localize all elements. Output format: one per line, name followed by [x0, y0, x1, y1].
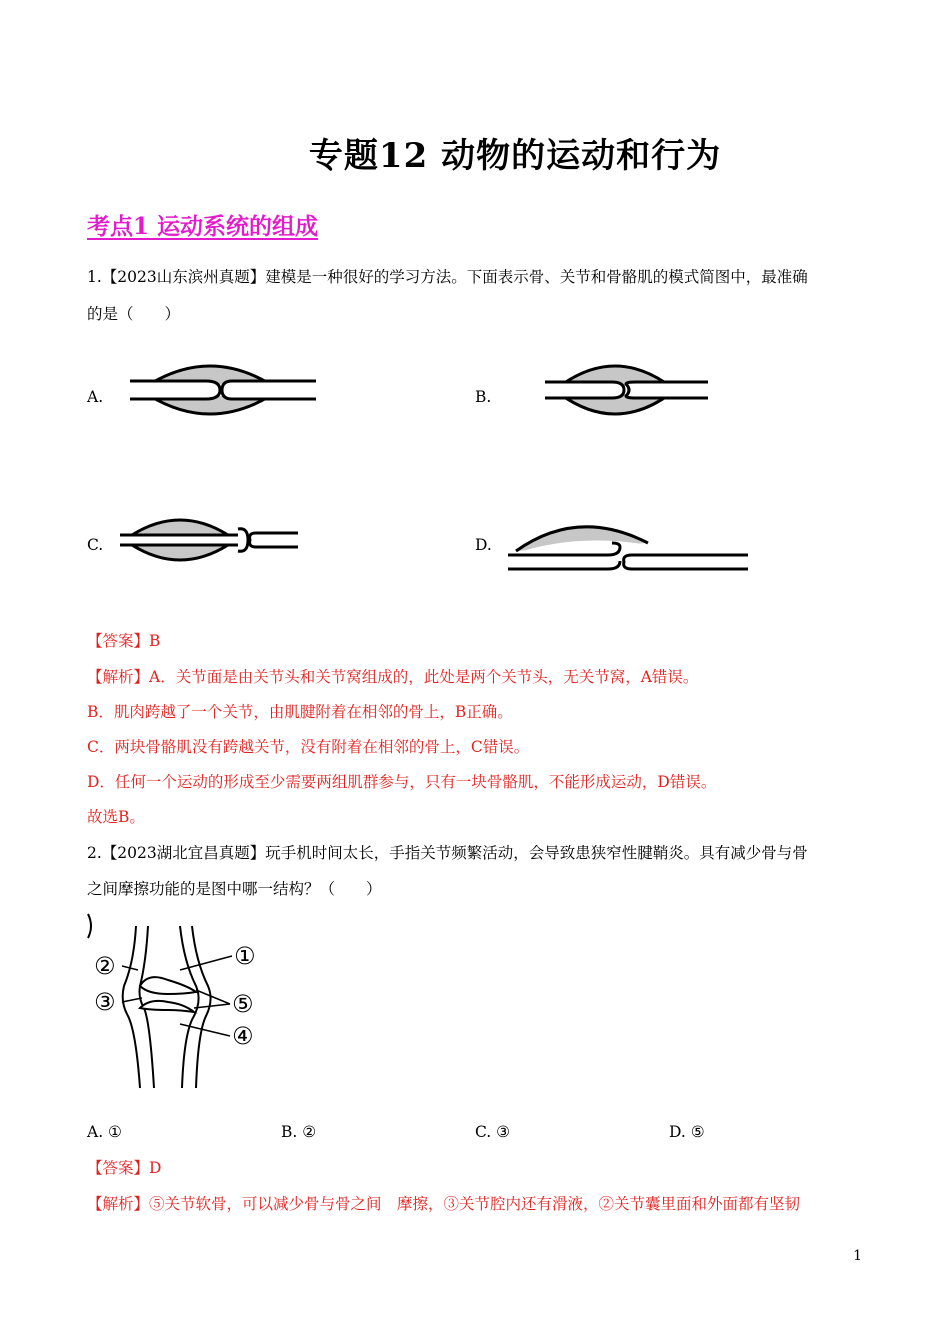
- q1-analysis-line3: C．两块骨骼肌没有跨越关节，没有附着在相邻的骨上，C错误。: [87, 738, 530, 756]
- q2-option-c: C. ③: [475, 1123, 511, 1141]
- q1-option-b: B.: [475, 388, 492, 406]
- q2-option-a: A. ①: [87, 1123, 122, 1141]
- q1-analysis-line2: B．肌肉跨越了一个关节，由肌腱附着在相邻的骨上，B正确。: [87, 703, 513, 721]
- q2-answer: 【答案】D: [87, 1159, 162, 1177]
- joint-label-4: ④: [232, 1022, 254, 1050]
- q1-stem-line2: 的是（ ）: [87, 305, 181, 323]
- q1-option-a: A.: [87, 388, 104, 406]
- q1-answer: 【答案】B: [87, 632, 161, 650]
- joint-label-3: ③: [94, 988, 116, 1016]
- q2-option-d: D. ⑤: [669, 1123, 705, 1141]
- q2-option-b: B. ②: [281, 1123, 317, 1141]
- q1-option-d: D.: [475, 536, 492, 554]
- joint-label-2: ②: [94, 952, 116, 980]
- diagram-a: [120, 350, 320, 430]
- page-title: 专题12 动物的运动和行为: [308, 136, 722, 176]
- q1-analysis-line4: D．任何一个运动的形成至少需要两组肌群参与，只有一块骨骼肌，不能形成运动，D错误。: [87, 773, 717, 791]
- joint-label-1: ①: [234, 942, 256, 970]
- diagram-b: [540, 350, 715, 430]
- q2-analysis-line1: 【解析】⑤关节软骨，可以减少骨与骨之间 摩擦，③关节腔内还有滑液，②关节囊里面和外面都有坚韧: [87, 1195, 801, 1213]
- q2-stem-line2: 之间摩擦功能的是图中哪一结构？（ ）: [87, 880, 382, 898]
- q1-option-c: C.: [87, 536, 104, 554]
- joint-diagram: [84, 912, 264, 1092]
- section-heading: 考点1 运动系统的组成: [87, 213, 319, 240]
- diagram-c: [120, 505, 305, 585]
- q1-stem-line1: 1.【2023山东滨州真题】建模是一种很好的学习方法。下面表示骨、关节和骨骼肌的模式简图中，最准确: [87, 268, 808, 286]
- q1-conclusion: 故选B。: [87, 808, 145, 826]
- diagram-d: [508, 515, 753, 585]
- page-number: 1: [853, 1248, 862, 1264]
- q2-stem-line1: 2.【2023湖北宜昌真题】玩手机时间太长，手指关节频繁活动，会导致患狭窄性腱鞘炎。具有减少骨与骨: [87, 844, 808, 862]
- q1-analysis-line1: 【解析】A．关节面是由关节头和关节窝组成的，此处是两个关节头，无关节窝，A错误。: [87, 668, 699, 686]
- joint-label-5: ⑤: [232, 990, 254, 1018]
